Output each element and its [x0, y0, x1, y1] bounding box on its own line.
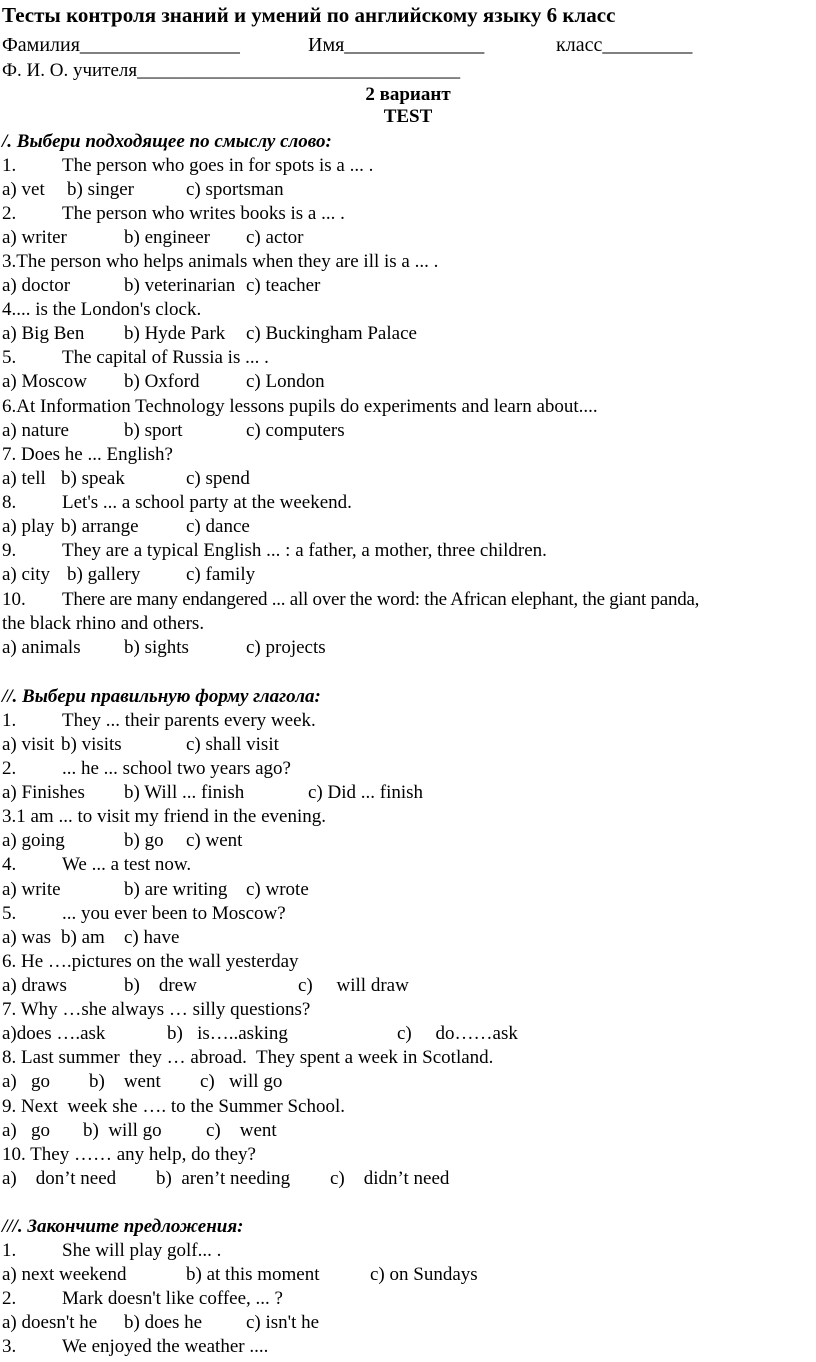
option-c[interactable]: c) went	[206, 1120, 277, 1141]
option-a[interactable]: a) Moscow	[2, 371, 87, 392]
option-b[interactable]: b) does he	[124, 1312, 203, 1333]
option-b[interactable]: b) aren’t needing	[156, 1168, 291, 1189]
option-a[interactable]: a) go	[2, 1120, 51, 1141]
option-a[interactable]: a) write	[2, 879, 61, 900]
option-a[interactable]: a) was	[2, 927, 52, 948]
option-a[interactable]: a) don’t need	[2, 1168, 117, 1189]
option-c[interactable]: c) projects	[246, 637, 326, 658]
surname-field[interactable]: Фамилия________________	[2, 34, 240, 56]
option-c[interactable]: c) isn't he	[246, 1312, 320, 1333]
option-c[interactable]: c) went	[186, 830, 243, 851]
option-c[interactable]: c) actor	[246, 227, 304, 248]
option-a[interactable]: a) doctor	[2, 275, 71, 296]
option-a[interactable]: a) tell	[2, 468, 46, 489]
option-a[interactable]: a) draws	[2, 975, 67, 996]
option-b[interactable]: b) gallery	[67, 564, 141, 585]
name-field[interactable]: Имя______________	[308, 34, 485, 56]
option-b[interactable]: b) is…..asking	[167, 1023, 288, 1044]
option-b[interactable]: b) sights	[124, 637, 189, 658]
option-b[interactable]: b) Oxford	[124, 371, 200, 392]
option-a[interactable]: a) go	[2, 1071, 51, 1092]
option-c[interactable]: c) Did ... finish	[308, 782, 424, 803]
option-b[interactable]: b) drew	[124, 975, 197, 996]
option-a[interactable]: a) going	[2, 830, 65, 851]
option-a[interactable]: a) city	[2, 564, 51, 585]
option-b[interactable]: b) Hyde Park	[124, 323, 226, 344]
option-b[interactable]: b) went	[89, 1071, 161, 1092]
option-b[interactable]: b) will go	[83, 1120, 162, 1141]
test-label: TEST	[383, 106, 433, 127]
option-a[interactable]: a) writer	[2, 227, 67, 248]
option-c[interactable]: c) on Sundays	[370, 1264, 478, 1285]
option-c[interactable]: c) sportsman	[186, 179, 284, 200]
option-a[interactable]: a) animals	[2, 637, 81, 658]
option-b[interactable]: b) Will ... finish	[124, 782, 245, 803]
option-c[interactable]: c) shall visit	[186, 734, 279, 755]
variant-label: 2 вариант	[365, 84, 451, 105]
option-b[interactable]: b) at this moment	[186, 1264, 320, 1285]
option-b[interactable]: b) arrange	[61, 516, 139, 537]
option-c[interactable]: c) Buckingham Palace	[246, 323, 417, 344]
option-a[interactable]: a)does ….ask	[2, 1023, 106, 1044]
option-b[interactable]: b) visits	[61, 734, 122, 755]
option-a[interactable]: a) nature	[2, 420, 69, 441]
option-a[interactable]: a) Big Ben	[2, 323, 85, 344]
option-c[interactable]: c) family	[186, 564, 256, 585]
option-c[interactable]: c) computers	[246, 420, 345, 441]
option-b[interactable]: b) veterinarian	[124, 275, 236, 296]
option-b[interactable]: b) go	[124, 830, 164, 851]
option-c[interactable]: c) do……ask	[397, 1023, 518, 1044]
option-b[interactable]: b) singer	[67, 179, 135, 200]
teacher-field[interactable]: Ф. И. О. учителя__________________________________	[2, 60, 461, 81]
class-field[interactable]: класс_________	[556, 34, 693, 56]
option-b[interactable]: b) are writing	[124, 879, 228, 900]
option-a[interactable]: a) next weekend	[2, 1264, 127, 1285]
option-a[interactable]: a) vet	[2, 179, 45, 200]
option-a[interactable]: a) Finishes	[2, 782, 85, 803]
option-b[interactable]: b) engineer	[124, 227, 210, 248]
option-c[interactable]: c) have	[124, 927, 180, 948]
option-c[interactable]: c) spend	[186, 468, 250, 489]
option-c[interactable]: c) London	[246, 371, 325, 392]
option-c[interactable]: c) dance	[186, 516, 250, 537]
option-c[interactable]: c) will go	[200, 1071, 283, 1092]
option-a[interactable]: a) doesn't he	[2, 1312, 98, 1333]
option-a[interactable]: a) visit	[2, 734, 55, 755]
option-a[interactable]: a) play	[2, 516, 55, 537]
option-c[interactable]: c) wrote	[246, 879, 309, 900]
option-c[interactable]: c) will draw	[298, 975, 409, 996]
option-b[interactable]: b) sport	[124, 420, 183, 441]
option-b[interactable]: b) speak	[61, 468, 125, 489]
option-c[interactable]: c) didn’t need	[330, 1168, 450, 1189]
option-c[interactable]: c) teacher	[246, 275, 321, 296]
option-b[interactable]: b) am	[61, 927, 105, 948]
